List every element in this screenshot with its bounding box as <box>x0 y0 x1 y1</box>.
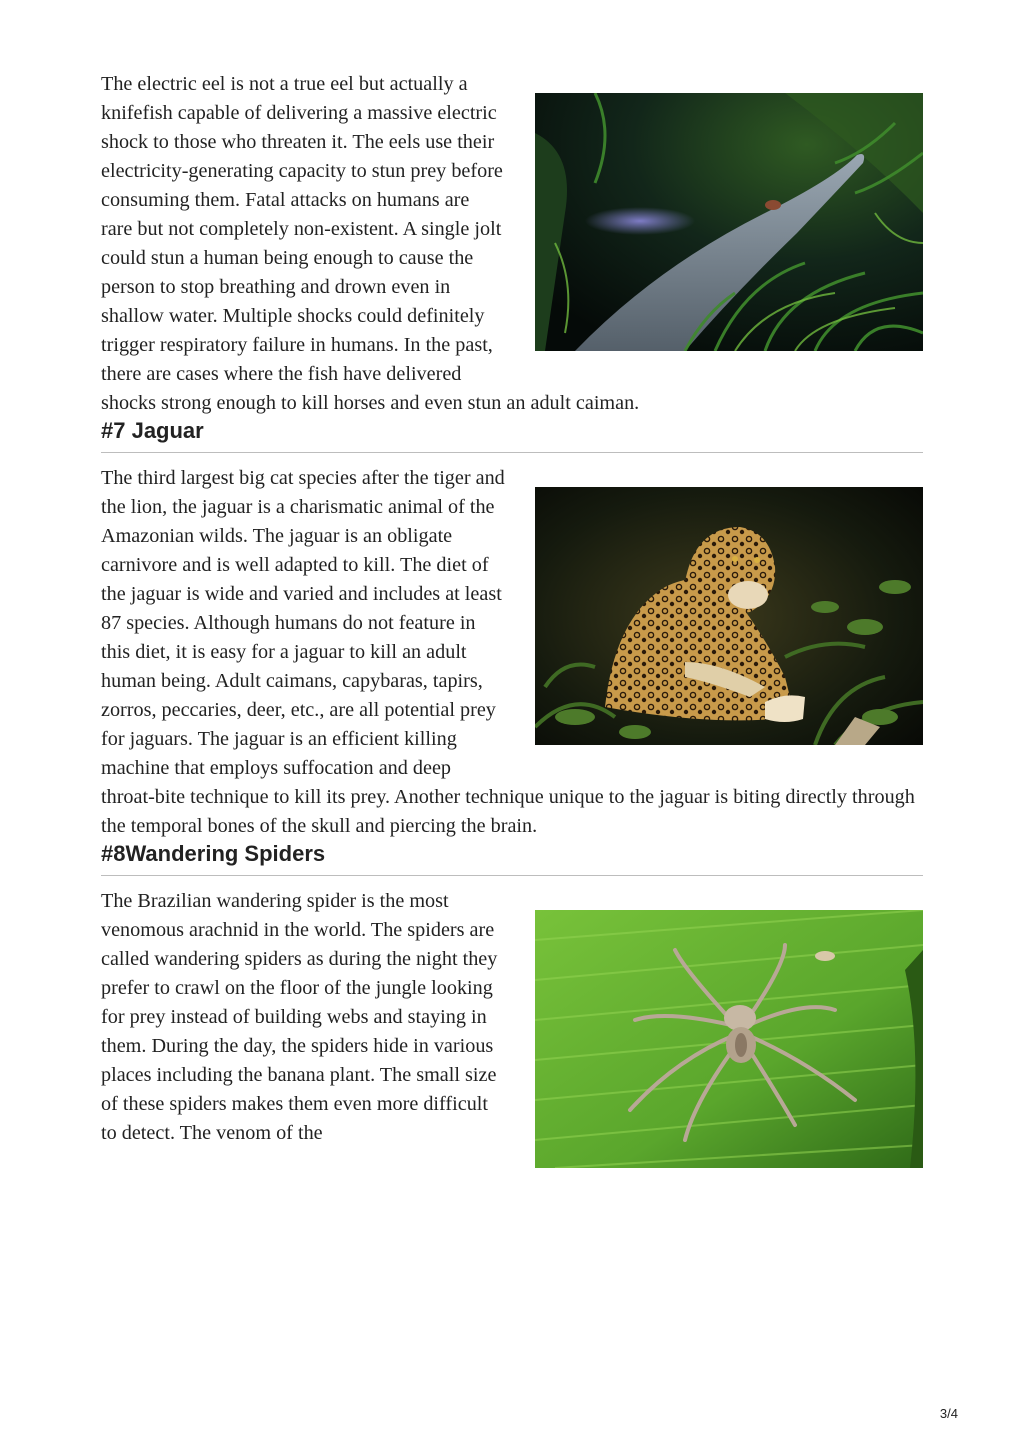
wandering-spiders-section <box>101 887 923 1180</box>
jaguar-photo <box>535 487 923 745</box>
wandering-spiders-paragraph: The Brazilian wandering spider is the most venomous arachnid in the world. The spiders are called wandering spiders as during the night they prefer to crawl on the floor of the jungle looking for prey instead of building webs and staying in them. During the day, the spiders hide in various places including the banana plant. The small size of these spiders makes them even more difficult to detect. The venom of the <box>101 890 498 1144</box>
electric-eel-section <box>101 70 923 418</box>
electric-eel-paragraph: The electric eel is not a true eel but actually a knifefish capable of delivering a massive electric shock to those who threaten it. The eels use their electricity-generating capacity to stun prey before consuming them. Fatal attacks on humans are rare but not completely non-existent. A single jolt could stun a human being enough to cause the person to stop breathing and drown even in shallow water. Multiple shocks could definitely trigger respiratory failure in humans. In the past, there are cases where the fish have delivered shocks strong enough to kill horses and even stun an adult caiman. <box>101 73 640 414</box>
wandering-spider-photo <box>535 910 923 1168</box>
electric-eel-photo <box>535 93 923 351</box>
jaguar-section <box>101 464 923 841</box>
section-heading-wandering-spiders: #8Wandering Spiders <box>101 841 923 876</box>
document-page <box>101 70 923 1180</box>
section-heading-jaguar: #7 Jaguar <box>101 418 923 453</box>
jaguar-paragraph: The third largest big cat species after the tiger and the lion, the jaguar is a charismatic animal of the Amazonian wilds. The jaguar is an obligate carnivore and is well adapted to kill. The diet of the jaguar is wide and varied and includes at least 87 species. Although humans do not feature in this diet, it is easy for a jaguar to kill an adult human being. Adult caimans, capybaras, tapirs, zorros, peccaries, deer, etc., are all potential prey for jaguars. The jaguar is an efficient killing machine that employs suffocation and deep throat-bite technique to kill its prey. Another technique unique to the jaguar is biting directly through the temporal bones of the skull and piercing the brain. <box>101 467 915 837</box>
page-number: 3/4 <box>939 1406 958 1421</box>
